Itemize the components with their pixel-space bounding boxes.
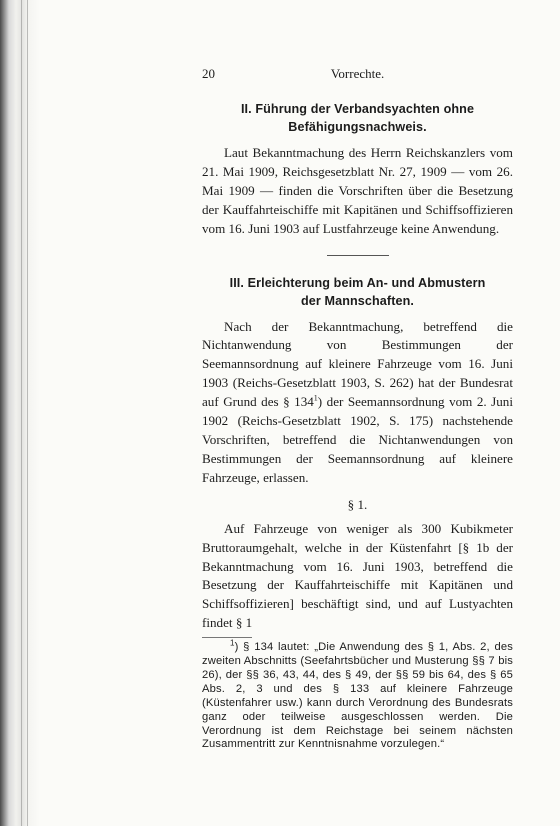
section-2-heading-line1: II. Führung der Verbandsyachten ohne: [240, 102, 475, 116]
paragraph-1-body: Auf Fahrzeuge von weniger als 300 Kubikmeter Bruttoraumgehalt, welche in der Küstenfahrt [§ 1b der Bekanntmachung vom 16. Juni 1903, betreffend die Besetzung der Kauffahrteischiffe mit Kapitänen und Schiffsoffizieren] beschäftigt sind, und auf Lustyachten findet § 1: [202, 520, 513, 631]
running-head: [202, 66, 513, 86]
scan-binding-edge: [0, 0, 40, 826]
footnote-marker: 1: [230, 638, 235, 648]
section-divider: [327, 255, 389, 256]
scan-line: [21, 0, 22, 826]
section-2-body: Laut Bekanntmachung des Herrn Reichskanzlers vom 21. Mai 1909, Reichsgesetzblatt Nr. 27, 1909 — vom 26. Mai 1909 — finden die Vorschriften über die Besetzung der Kauffahrteischiffe mit Kapitänen und Schiffsoffizieren vom 16. Juni 1903 auf Lustfahrzeuge keine Anwendung.: [202, 145, 513, 236]
section-3-heading: [202, 274, 513, 310]
section-3-heading-line2: der Mannschaften.: [301, 293, 414, 308]
section-3-body-part2: ) der Seemannsordnung vom 2. Juni 1902 (Reichs-Gesetzblatt 1902, S. 175) nachstehende Vorschriften, betreffend die Nichtanwendungen von Bestimmungen der Seemannsordnung auf kleinere Fahrzeuge, erlassen.: [202, 394, 513, 485]
section-2-heading-line2: Befähigungsnachweis.: [288, 120, 427, 134]
footnote-text: ) § 134 lautet: „Die Anwendung des § 1, Abs. 2, des zweiten Abschnitts (Seefahrtsbücher und Musterung §§ 7 bis 26), der §§ 36, 43, 44, des § 49, der §§ 59 bis 64, des § 65 Abs. 2, 3 und des § 133 auf kleinere Fahrzeuge (Küstenfahrer usw.) kann durch Verordnung des Bundesrats ganz oder teilweise ausgeschlossen werden. Die Verordnung ist dem Reichstage bei seinem nächsten Zusammentritt zur Kenntnisnahme vorzulegen.“: [202, 641, 513, 751]
footnote-rule: [202, 637, 252, 638]
section-2-heading: [202, 100, 513, 136]
section-3-body: [202, 318, 513, 488]
section-3-heading-line1: III. Erleichterung beim An- und Abmustern: [229, 275, 486, 290]
book-page: [202, 66, 513, 752]
running-title: Vorrechte.: [330, 66, 385, 81]
footnote: [202, 638, 513, 752]
paragraph-sign: § 1.: [347, 496, 368, 512]
page-number: 20: [202, 66, 215, 81]
footnote-reference: 1: [313, 393, 318, 403]
scan-line: [27, 0, 28, 826]
section-3-body-part1: Nach der Bekanntmachung, betreffend die Nichtanwendung von Bestimmungen der Seemannsordnung auf kleinere Fahrzeuge vom 16. Juni 1903 (Reichs-Gesetzblatt 1903, S. 262) hat der Bundesrat auf Grund des § 134: [202, 318, 513, 410]
